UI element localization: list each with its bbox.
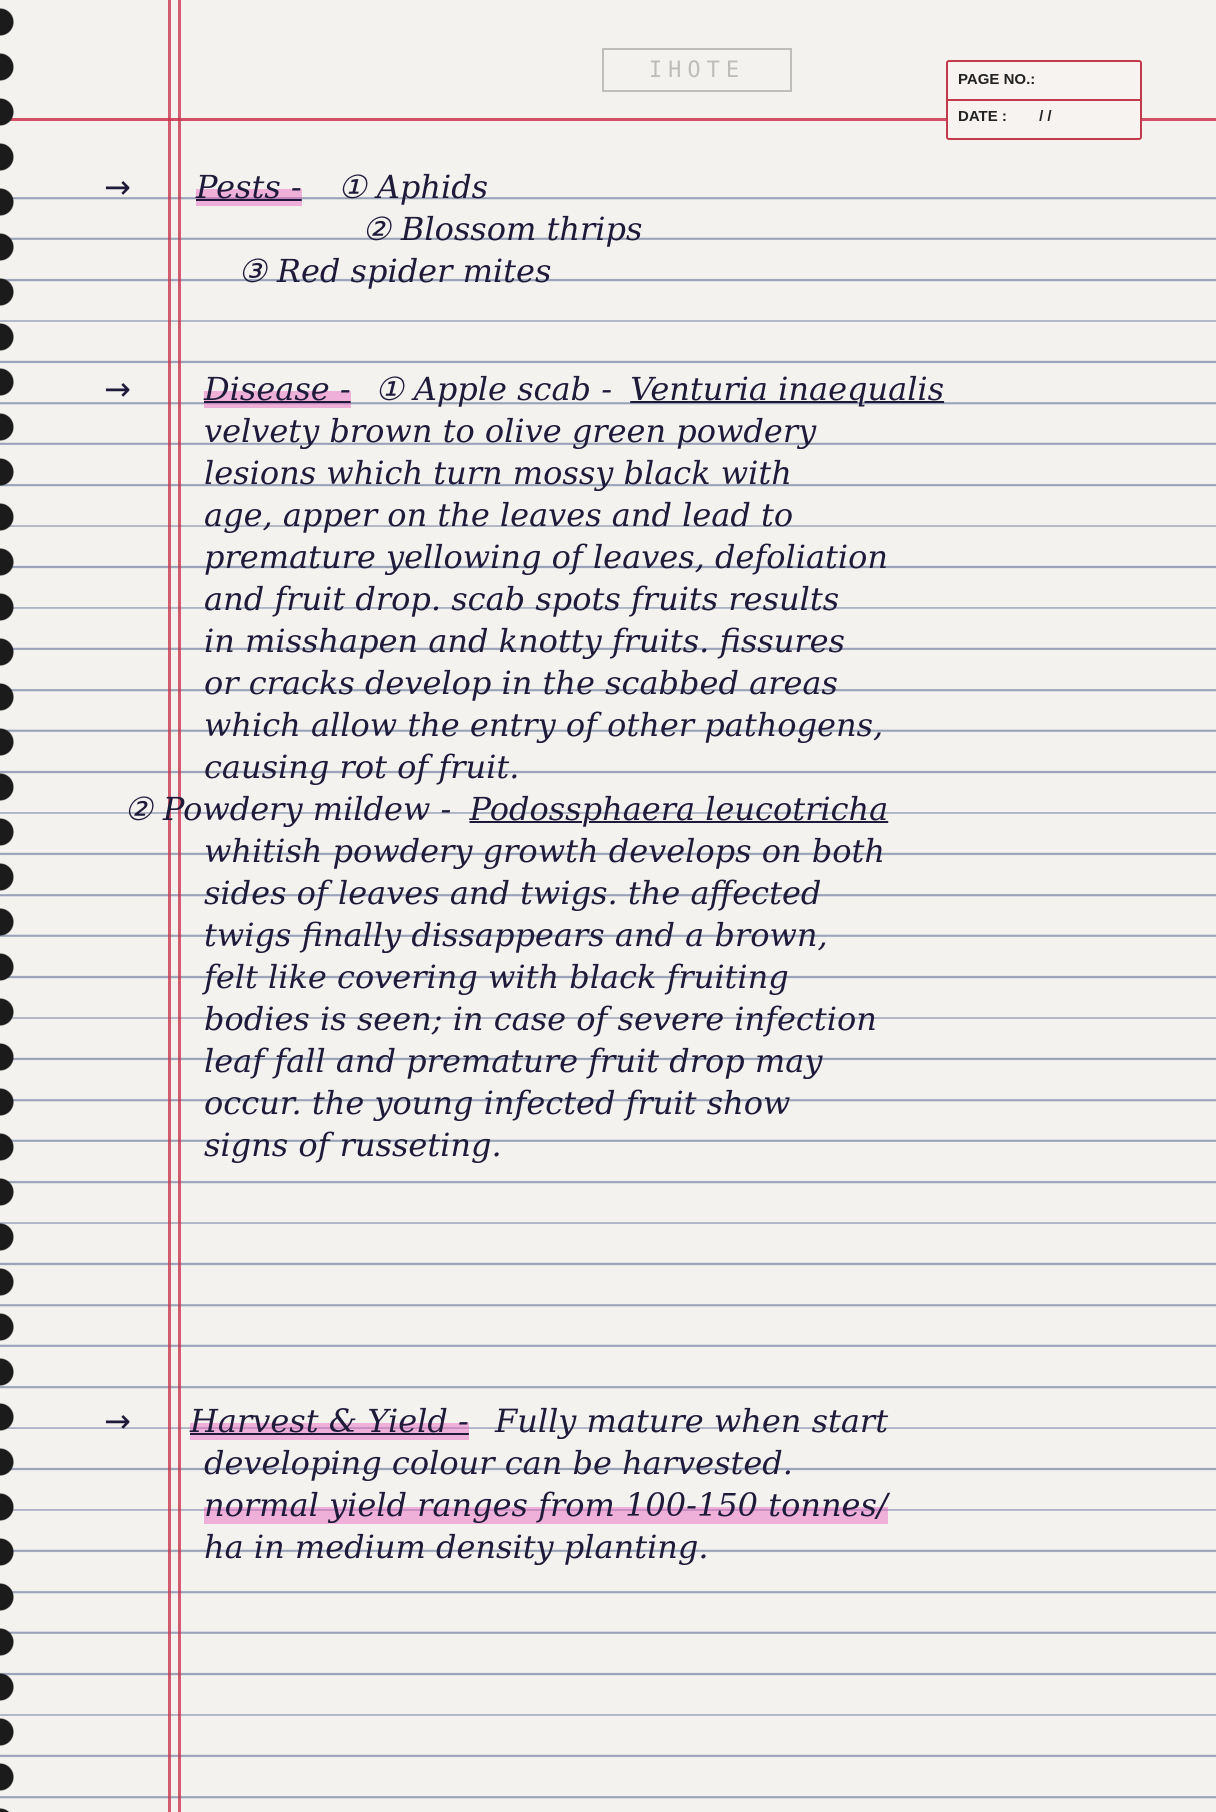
powdery-mildew-line: twigs finally dissappears and a brown, [204, 916, 828, 954]
apple-scab-line: in misshapen and knotty fruits. fissures [204, 622, 845, 660]
powdery-mildew-line: leaf fall and premature fruit drop may [204, 1042, 823, 1080]
powdery-mildew-line: signs of russeting. [204, 1126, 502, 1164]
powdery-mildew-pathogen: Podossphaera leucotricha [469, 790, 889, 828]
page-no-label: PAGE NO.: [958, 71, 1036, 88]
apple-scab-line: which allow the entry of other pathogens, [204, 706, 884, 744]
powdery-mildew-line: sides of leaves and twigs. the affected [204, 874, 822, 912]
apple-scab-line: or cracks develop in the scabbed areas [204, 664, 838, 702]
pest-item: ③ Red spider mites [238, 252, 552, 290]
powdery-mildew-line: bodies is seen; in case of severe infection [204, 1000, 877, 1038]
apple-scab-line: premature yellowing of leaves, defoliation [204, 538, 889, 576]
spiral-binding [0, 0, 24, 1812]
date-row [958, 108, 1052, 125]
page-date-divider [948, 99, 1140, 101]
apple-scab-title: ① Apple scab - [374, 370, 613, 408]
pests-heading: Pests - [196, 168, 302, 206]
notebook-logo: IHOTE [602, 48, 792, 92]
powdery-mildew-line: felt like covering with black fruiting [204, 958, 789, 996]
disease-heading: Disease - [204, 370, 351, 408]
powdery-mildew-line: whitish powdery growth develops on both [204, 832, 885, 870]
powdery-mildew-line: occur. the young infected fruit show [204, 1084, 791, 1122]
harvest-yield-text: normal yield ranges from 100-150 tonnes/ [204, 1486, 888, 1524]
harvest-line: Fully mature when start [495, 1402, 889, 1440]
harvest-line: ha in medium density planting. [204, 1528, 709, 1566]
arrow-harvest-icon: → [104, 1402, 131, 1440]
apple-scab-line: velvety brown to olive green powdery [204, 412, 817, 450]
pest-item: ② Blossom thrips [362, 210, 643, 248]
apple-scab-line: causing rot of fruit. [204, 748, 520, 786]
harvest-line: developing colour can be harvested. [204, 1444, 793, 1482]
arrow-pests-icon: → [104, 168, 131, 206]
harvest-line [204, 1486, 888, 1524]
disease-line-1 [204, 370, 944, 408]
powdery-mildew-title: ② Powdery mildew - [124, 790, 452, 828]
date-label: DATE : [958, 108, 1007, 125]
apple-scab-line: and fruit drop. scab spots fruits results [204, 580, 840, 618]
page-date-box [946, 60, 1142, 140]
date-value: / / [1039, 108, 1052, 125]
apple-scab-pathogen: Venturia inaequalis [630, 370, 945, 408]
pest-item: ① Aphids [337, 168, 489, 206]
margin-line-left [168, 0, 171, 1812]
pests-line-1 [196, 168, 488, 206]
harvest-heading: Harvest & Yield - [190, 1402, 469, 1440]
harvest-line-1 [190, 1402, 888, 1440]
apple-scab-line: lesions which turn mossy black with [204, 454, 792, 492]
margin-line-right [178, 0, 181, 1812]
apple-scab-line: age, apper on the leaves and lead to [204, 496, 794, 534]
arrow-disease-icon: → [104, 370, 131, 408]
powdery-mildew-line-1 [124, 790, 888, 828]
